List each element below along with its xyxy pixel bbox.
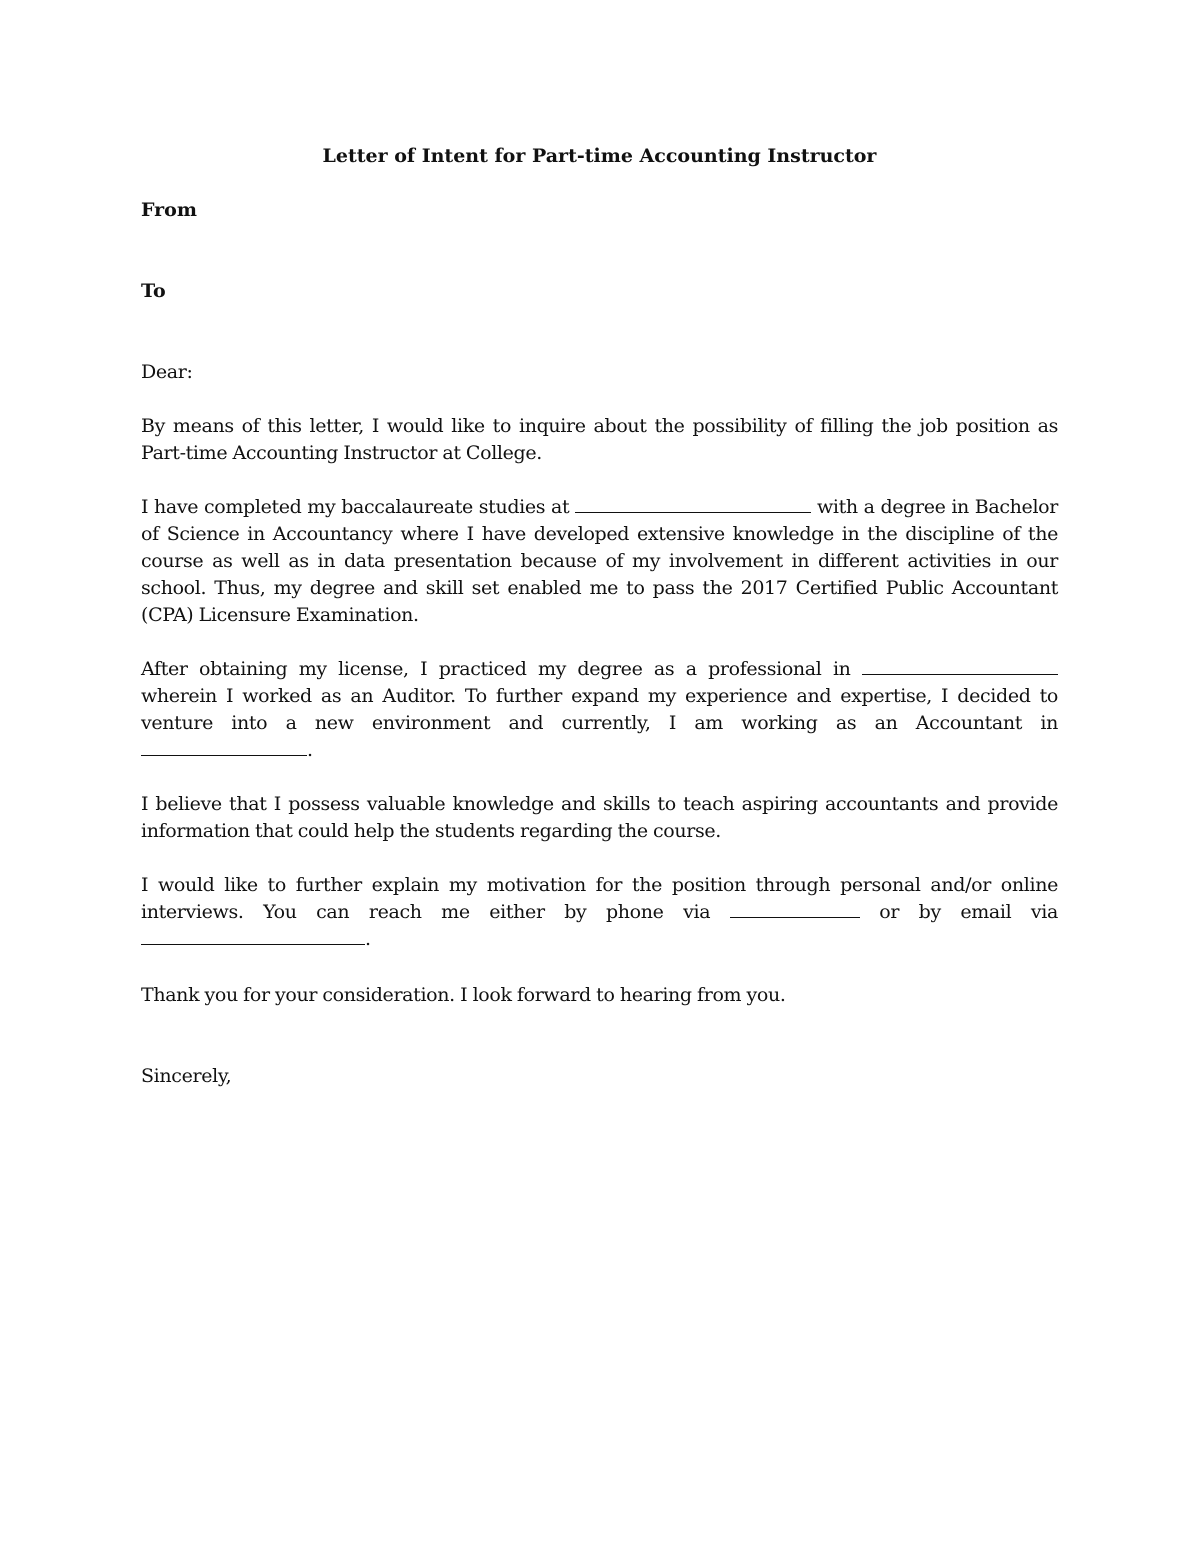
contact-text-email: or by email via (879, 901, 1058, 923)
phone-blank[interactable] (730, 899, 860, 918)
experience-line-4 (141, 737, 1058, 764)
school-name-blank[interactable] (575, 494, 811, 513)
paragraph-inquiry: By means of this letter, I would like to inquire about the possibility of filling the job position as Part-time Accounting Instructor at College. (141, 415, 1058, 464)
letter-title: Letter of Intent for Part-time Accounting Instructor (322, 145, 877, 167)
contact-line-1: I would like to further explain my motivation for the position through personal and/or online (141, 874, 1058, 896)
salutation: Dear: (141, 361, 193, 383)
contact-period: . (365, 928, 371, 950)
contact-line-2 (141, 899, 1058, 926)
experience-text-1: After obtaining my license, I practiced my degree as a professional in (141, 658, 851, 680)
closing: Sincerely, (141, 1065, 232, 1087)
education-text-start: I have completed my baccalaureate studies at (141, 496, 570, 518)
education-text-rest: with a degree in Bachelor of Science in Accountancy where I have developed extensive knowledge in the discipline of the course as well as in data presentation because of my involvement in different activities in our school. Thus, my degree and skill set enabled me to pass the 2017 Certified Public Accountant (CPA) Licensure Examination. (141, 496, 1058, 626)
paragraph-thanks: Thank you for your consideration. I look forward to hearing from you. (141, 984, 786, 1006)
experience-line-2: wherein I worked as an Auditor. To further expand my experience and expertise, I decided to (141, 685, 1058, 707)
paragraph-experience (141, 656, 1058, 764)
paragraph-education (141, 494, 1058, 629)
current-employer-blank[interactable] (141, 737, 307, 756)
paragraph-skills: I believe that I possess valuable knowledge and skills to teach aspiring accountants and provide information that could help the students regarding the course. (141, 793, 1058, 842)
contact-text-phone: interviews. You can reach me either by phone via (141, 901, 711, 923)
experience-line-3: venture into a new environment and currently, I am working as an Accountant in (141, 712, 1058, 734)
email-blank[interactable] (141, 926, 365, 945)
contact-line-3 (141, 926, 1058, 953)
experience-line-1 (141, 656, 1058, 683)
experience-period: . (307, 739, 313, 761)
to-label: To (141, 280, 166, 302)
employer-blank[interactable] (862, 656, 1058, 675)
paragraph-contact (141, 872, 1058, 953)
from-label: From (141, 199, 197, 221)
